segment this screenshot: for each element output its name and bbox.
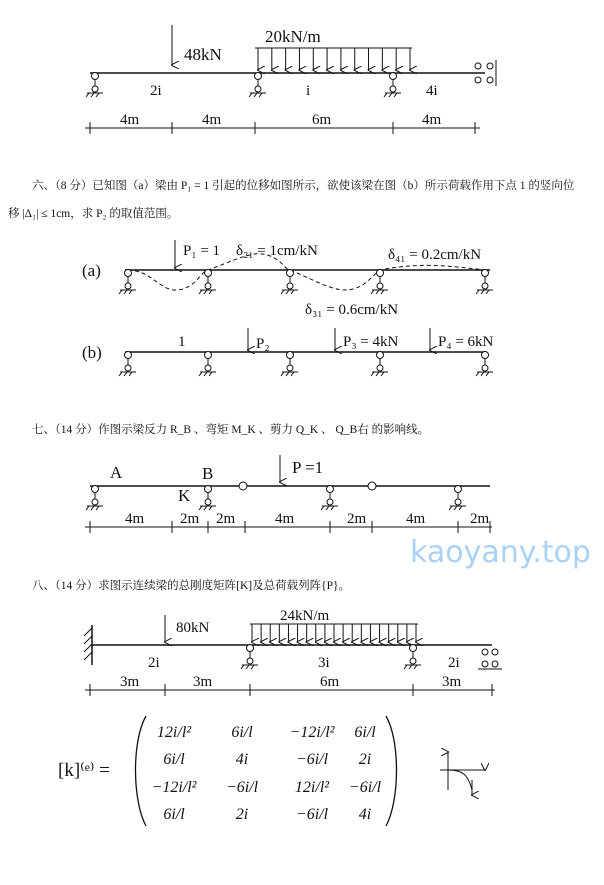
pin-support-icon (86, 73, 103, 98)
displacement-label: δ₂₁ = 1cm/kN (236, 243, 318, 259)
span-label: 4m (275, 511, 295, 527)
point-load-label: 48kN (184, 45, 222, 64)
span-label: 2m (180, 511, 200, 527)
matrix-cell: 4i (358, 806, 372, 823)
roller-support-icon (476, 352, 493, 377)
point-load-label: 80kN (176, 620, 210, 636)
figure-label: (a) (82, 261, 101, 280)
matrix-cell: 4i (235, 751, 249, 768)
stiffness-label: 4i (426, 83, 438, 99)
span-label: 3m (193, 674, 213, 690)
sliding-support-icon (478, 649, 502, 669)
span-label: 4m (125, 511, 145, 527)
matrix-cell: 12i/l² (294, 779, 330, 796)
fixed-support-icon (84, 625, 92, 665)
beam-figure-problem8 (84, 608, 502, 696)
matrix-cell: 6i/l (163, 806, 185, 823)
problem6-text-line2: 移 |Δ₁| ≤ 1cm，求 P₂ 的取值范围。 (8, 208, 179, 220)
beam-figure-problem5 (85, 25, 496, 134)
span-label: 3m (442, 674, 462, 690)
stiffness-label: 2i (148, 655, 160, 671)
hinge-icon (368, 482, 376, 490)
roller-support-icon (449, 486, 466, 511)
roller-support-icon (476, 270, 493, 295)
point-label-k: K (178, 486, 191, 505)
problem7-text: 七、（14 分）作图示梁反力 R_B 、弯矩 M_K 、剪力 Q_K 、 Q_B右 的影响线。 (32, 424, 430, 436)
hinge-icon (239, 482, 247, 490)
span-label: 3m (120, 674, 140, 690)
span-label: 4m (120, 112, 140, 128)
matrix-cell: 12i/l² (156, 724, 192, 741)
distributed-load-label: 24kN/m (280, 608, 330, 624)
stiffness-label: 2i (150, 83, 162, 99)
roller-support-icon (199, 352, 216, 377)
roller-support-icon (199, 486, 216, 511)
pin-support-icon (119, 270, 136, 295)
distributed-load-label: 20kN/m (265, 27, 321, 46)
point-label-b: B (202, 464, 214, 483)
stiffness-label: 3i (318, 655, 330, 671)
stiffness-label: i (306, 83, 311, 99)
roller-support-icon (321, 486, 338, 511)
span-label: 2m (216, 511, 236, 527)
matrix-cell: −12i/l² (151, 779, 197, 796)
load-label: P₄ = 6kN (438, 334, 494, 350)
load-label: P₂ (256, 336, 270, 352)
matrix-cell: 6i/l (354, 724, 376, 741)
load-label: P₁ = 1 (183, 243, 221, 259)
span-label: 6m (312, 112, 332, 128)
matrix-cell: 6i/l (163, 751, 185, 768)
point-label-a: A (110, 463, 123, 482)
displacement-label: δ₃₁ = 0.6cm/kN (305, 302, 399, 318)
roller-support-icon (371, 352, 388, 377)
span-label: 2m (347, 511, 367, 527)
span-label: 6m (320, 674, 340, 690)
roller-support-icon (241, 645, 258, 670)
stiffness-label: 2i (448, 655, 460, 671)
load-label: P =1 (292, 458, 324, 477)
problem8-text: 八、（14 分）求图示连续梁的总刚度矩阵[K]及总荷载列阵{P}。 (32, 580, 351, 592)
roller-support-icon (371, 270, 388, 295)
matrix-cell: −6i/l (225, 779, 259, 796)
roller-support-icon (281, 352, 298, 377)
roller-support-icon (384, 73, 401, 98)
stiffness-matrix (58, 716, 397, 826)
roller-support-icon (404, 645, 421, 670)
roller-support-icon (249, 73, 266, 98)
load-label: P₃ = 4kN (343, 334, 399, 350)
matrix-cell: −6i/l (295, 806, 329, 823)
point-label: 1 (178, 334, 186, 350)
span-label: 4m (202, 112, 222, 128)
watermark: kaoyany.top (410, 535, 591, 570)
figure-label: (b) (82, 343, 102, 362)
problem6-text-line1: 六、（8 分）已知图（a）梁由 P₁ = 1 引起的位移如图所示，欲使该梁在图（b）所示荷载作用下点 1 的竖向位 (32, 180, 575, 192)
sign-convention-icon (440, 752, 485, 795)
matrix-cell: −12i/l² (289, 724, 335, 741)
span-label: 4m (422, 112, 442, 128)
matrix-cell: 2i (358, 751, 372, 768)
beam-figure-problem7 (85, 455, 492, 533)
span-label: 4m (406, 511, 426, 527)
matrix-cell: 6i/l (231, 724, 253, 741)
pin-support-icon (119, 352, 136, 377)
roller-support-icon (199, 270, 216, 295)
matrix-cell: −6i/l (348, 779, 382, 796)
beam-figure-a (82, 240, 493, 318)
matrix-cell: 2i (235, 806, 249, 823)
span-label: 2m (470, 511, 490, 527)
displacement-label: δ₄₁ = 0.2cm/kN (388, 247, 482, 263)
matrix-cell: −6i/l (295, 751, 329, 768)
matrix-label: [k]⁽ᵉ⁾ = (58, 760, 110, 781)
pin-support-icon (86, 486, 103, 511)
beam-figure-b (82, 328, 494, 376)
roller-support-icon (281, 270, 298, 295)
